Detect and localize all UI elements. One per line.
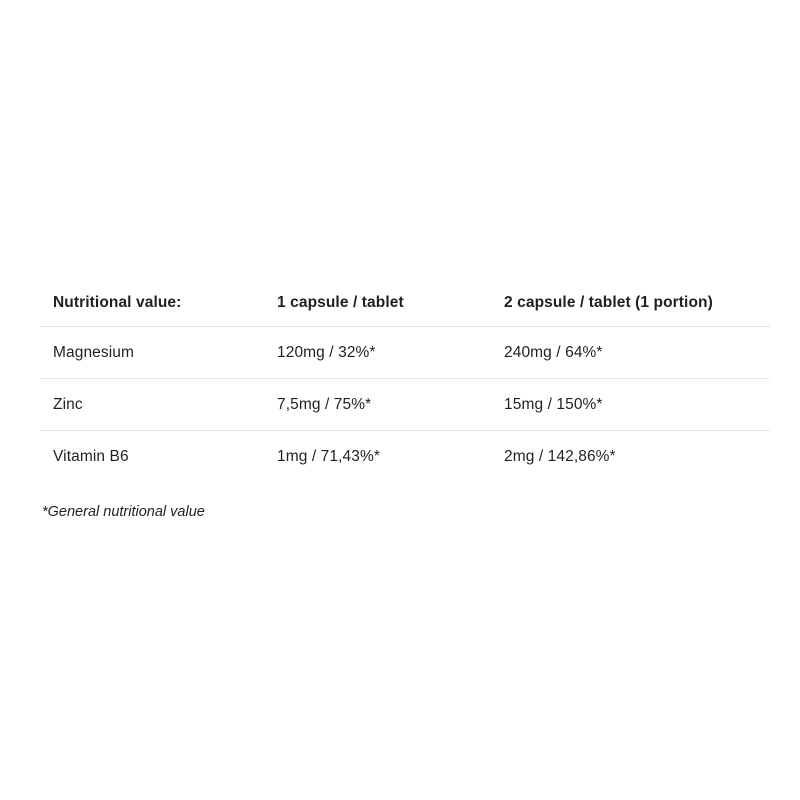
nutrient-name: Magnesium xyxy=(40,327,264,379)
table-header-row xyxy=(40,280,770,327)
nutrient-value-one-capsule: 7,5mg / 75%* xyxy=(264,379,491,431)
nutrient-value-two-capsule: 240mg / 64%* xyxy=(491,327,770,379)
nutrient-name: Zinc xyxy=(40,379,264,431)
nutritional-value-table xyxy=(40,280,770,482)
nutrient-value-two-capsule: 2mg / 142,86%* xyxy=(504,448,616,465)
table-body xyxy=(40,327,770,483)
table-row xyxy=(40,327,770,379)
column-header-nutrient: Nutritional value: xyxy=(40,280,264,327)
table-row xyxy=(40,431,770,483)
nutrient-value-two-capsule: 15mg / 150%* xyxy=(491,379,770,431)
nutrition-table-block xyxy=(40,280,770,520)
nutrient-name: Vitamin B6 xyxy=(53,448,129,465)
table-footnote: *General nutritional value xyxy=(42,504,205,520)
nutrient-value-one-capsule: 120mg / 32%* xyxy=(264,327,491,379)
column-header-two-capsule: 2 capsule / tablet (1 portion) xyxy=(491,280,770,327)
table-row xyxy=(40,379,770,431)
nutrient-value-one-capsule: 1mg / 71,43%* xyxy=(277,448,380,465)
table-header xyxy=(40,280,770,327)
column-header-one-capsule: 1 capsule / tablet xyxy=(264,280,491,327)
